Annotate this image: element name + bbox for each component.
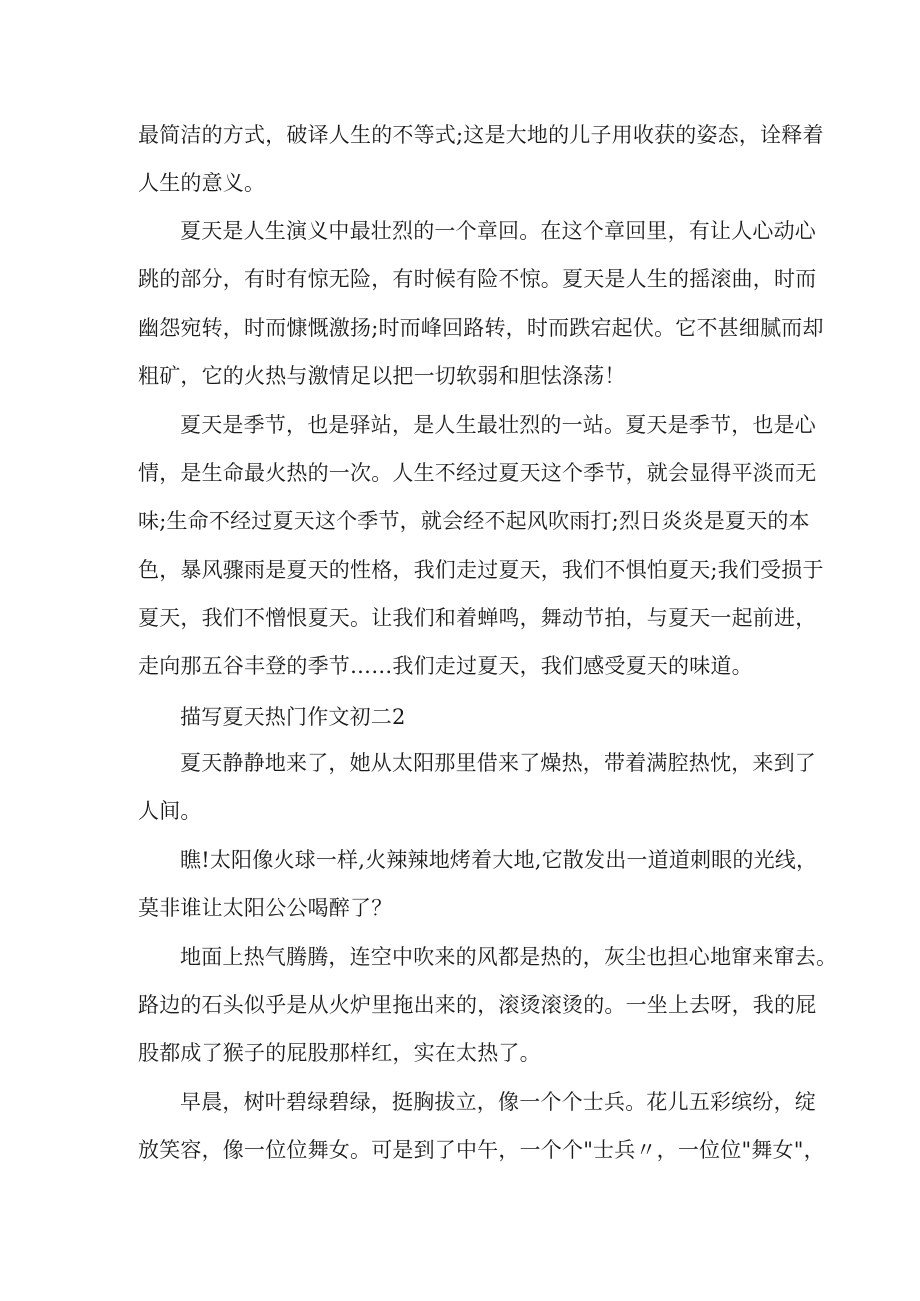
- text-line: 最简洁的方式，破译人生的不等式;这是大地的儿子用收获的姿态，诠释着: [138, 123, 824, 147]
- text-line: 路边的石头似乎是从火炉里拖出来的，滚烫滚烫的。一坐上去呀，我的屁: [138, 993, 817, 1017]
- text-line: 跳的部分，有时有惊无险，有时候有险不惊。夏天是人生的摇滚曲，时而: [138, 267, 817, 291]
- text-line: 人生的意义。: [138, 171, 266, 195]
- text-line: 走向那五谷丰登的季节……我们走过夏天，我们感受夏天的味道。: [138, 654, 753, 678]
- text-line: 人间。: [138, 799, 202, 823]
- text-line: 股都成了猴子的屁股那样红，实在太热了。: [138, 1041, 541, 1065]
- text-line: 莫非谁让太阳公公喝醉了？: [138, 896, 393, 920]
- text-line: 情，是生命最火热的一次。人生不经过夏天这个季节，就会显得平淡而无: [138, 461, 817, 485]
- paragraph-first-line: 早晨，树叶碧绿碧绿，挺胸拔立，像一个个士兵。花儿五彩缤纷，绽: [180, 1090, 816, 1114]
- text-line: 味;生命不经过夏天这个季节，就会经不起风吹雨打;烈日炎炎是夏天的本: [138, 509, 810, 533]
- paragraph-first-line: 夏天是人生演义中最壮烈的一个章回。在这个章回里，有让人心动心: [180, 219, 816, 243]
- text-line: 粗矿，它的火热与激情足以把一切软弱和胆怯涤荡！: [138, 364, 626, 388]
- paragraph-first-line: 地面上热气腾腾，连空中吹来的风都是热的，灰尘也担心地窜来窜去。: [180, 945, 838, 969]
- text-line: 放笑容，像一位位舞女。可是到了中午，一个个"士兵〃，一位位"舞女"，: [138, 1138, 825, 1162]
- text-line: 色，暴风骤雨是夏天的性格，我们走过夏天，我们不惧怕夏天;我们受损于: [138, 558, 824, 582]
- paragraph-first-line: 瞧!太阳像火球一样,火辣辣地烤着大地,它散发出一道道刺眼的光线，: [180, 848, 818, 872]
- paragraph-first-line: 夏天静静地来了，她从太阳那里借来了燥热，带着满腔热忱，来到了: [180, 751, 816, 775]
- paragraph-first-line: 夏天是季节，也是驿站，是人生最壮烈的一站。夏天是季节，也是心: [180, 413, 816, 437]
- section-heading: 描写夏天热门作文初二2: [180, 705, 406, 729]
- text-line: 幽怨宛转，时而慷慨激扬;时而峰回路转，时而跌宕起伏。它不甚细腻而却: [138, 316, 824, 340]
- text-line: 夏天，我们不憎恨夏天。让我们和着蝉鸣，舞动节拍，与夏天一起前进，: [138, 606, 817, 630]
